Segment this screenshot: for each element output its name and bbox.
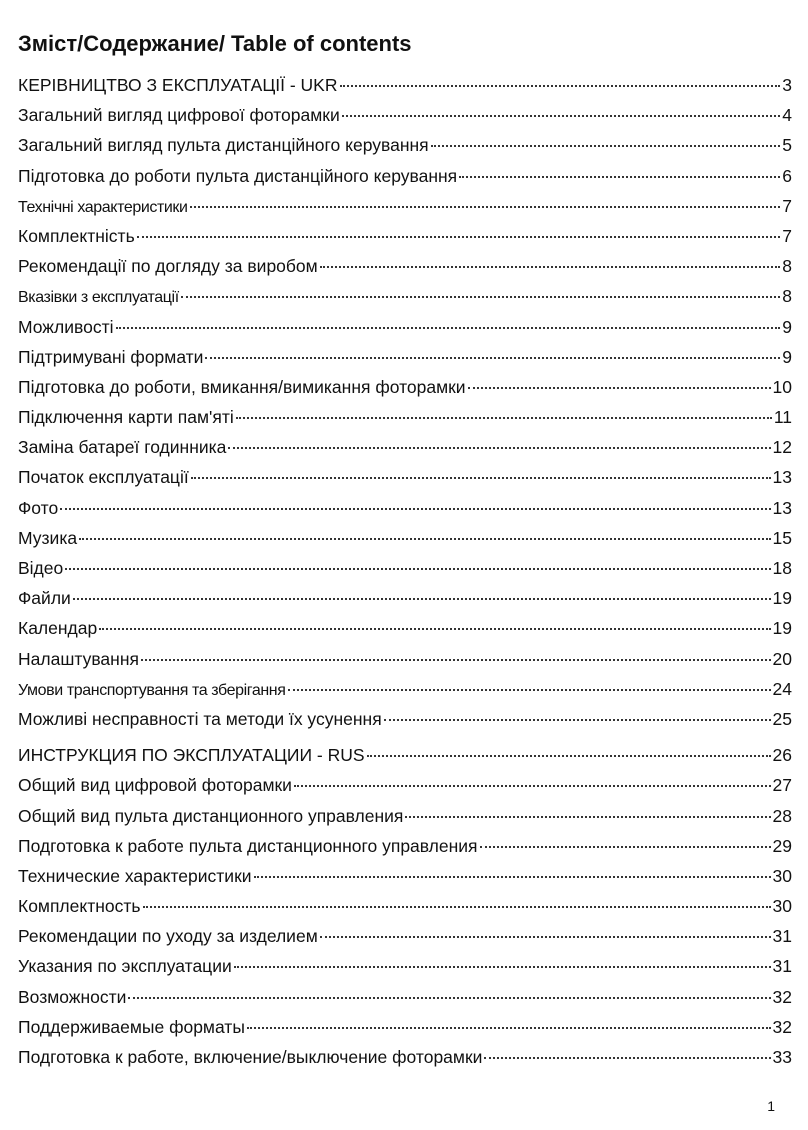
toc-entry-page-number: 9 <box>782 346 792 367</box>
toc-entry[interactable] <box>18 281 792 311</box>
toc-entry-label: ИНСТРУКЦИЯ ПО ЭКСПЛУАТАЦИИ - RUS <box>18 745 365 766</box>
toc-entry-page-number: 27 <box>772 775 792 796</box>
toc-entry-label: Фото <box>18 497 59 518</box>
dot-leader <box>205 357 780 359</box>
dot-leader <box>468 387 771 389</box>
toc-entry-label: Заміна батареї годинника <box>18 437 227 458</box>
toc-entry-page-number: 26 <box>772 745 792 766</box>
dot-leader <box>190 206 781 208</box>
toc-entry-label: Поддерживаемые форматы <box>18 1016 245 1037</box>
toc-entry-page-number: 30 <box>772 896 792 917</box>
toc-entry[interactable] <box>18 312 792 342</box>
toc-entry-label: Файли <box>18 588 71 609</box>
toc-entry[interactable] <box>18 251 792 281</box>
dot-leader <box>294 785 771 787</box>
toc-entry[interactable] <box>18 161 792 191</box>
toc-entry[interactable] <box>18 402 792 432</box>
toc-entry[interactable] <box>18 191 792 221</box>
toc-entry[interactable] <box>18 921 792 951</box>
toc-entry[interactable] <box>18 432 792 462</box>
toc-entry-label: Підготовка до роботи, вмикання/вимикання фоторамки <box>18 376 466 397</box>
toc-entry-page-number: 30 <box>772 865 792 886</box>
toc-entry[interactable] <box>18 831 792 861</box>
toc-entry-page-number: 25 <box>772 708 792 729</box>
toc-entry-label: Музика <box>18 527 78 548</box>
dot-leader <box>405 816 770 818</box>
toc-entry-page-number: 8 <box>782 256 792 277</box>
toc-entry-label: Подготовка к работе пульта дистанционного управления <box>18 835 478 856</box>
toc-entry-page-number: 4 <box>782 105 792 126</box>
toc-entry[interactable] <box>18 951 792 981</box>
dot-leader <box>79 538 770 540</box>
toc-entry-label: Подготовка к работе, включение/выключение фоторамки <box>18 1047 483 1067</box>
dot-leader <box>320 936 771 938</box>
toc-entry[interactable] <box>18 70 792 100</box>
toc-entry[interactable] <box>18 372 792 402</box>
toc-entry[interactable] <box>18 462 792 492</box>
toc-entry-page-number: 7 <box>782 195 792 216</box>
dot-leader <box>320 266 781 268</box>
dot-leader <box>247 1027 771 1029</box>
dot-leader <box>116 327 781 329</box>
toc-entry-page-number: 31 <box>772 956 792 977</box>
toc-entry[interactable] <box>18 221 792 251</box>
toc-entry-label: Технічні характеристики <box>18 198 188 216</box>
dot-leader <box>137 236 781 238</box>
dot-leader <box>384 719 771 721</box>
toc-entry-label: Вказівки з експлуатації <box>18 289 179 307</box>
toc-entry[interactable] <box>18 613 792 643</box>
toc-entry-page-number: 8 <box>782 286 792 307</box>
dot-leader <box>228 447 770 449</box>
toc-entry-label: Загальний вигляд пульта дистанційного керування <box>18 135 429 156</box>
toc-entry-page-number: 29 <box>772 835 792 856</box>
toc-entry-page-number: 19 <box>772 588 792 609</box>
dot-leader <box>459 176 780 178</box>
dot-leader <box>484 1057 770 1059</box>
toc-entry-page-number: 20 <box>772 648 792 669</box>
toc-entry-page-number: 15 <box>772 527 792 548</box>
toc-entry-label: Підтримувані формати <box>18 346 204 367</box>
toc-entry-page-number: 33 <box>772 1047 792 1067</box>
toc-entry-label: Возможности <box>18 986 127 1007</box>
toc-entry-label: Підключення карти пам'яті <box>18 407 234 428</box>
toc-entry-label: Підготовка до роботи пульта дистанційного керування <box>18 165 458 186</box>
toc-entry[interactable] <box>18 130 792 160</box>
toc-entry-label: Можливості <box>18 316 114 337</box>
dot-leader <box>340 85 781 87</box>
toc-entry-label: Можливі несправності та методи їх усунення <box>18 708 382 729</box>
dot-leader <box>234 966 771 968</box>
dot-leader <box>191 477 771 479</box>
dot-leader <box>431 145 781 147</box>
dot-leader <box>367 755 771 757</box>
toc-entry[interactable] <box>18 801 792 831</box>
dot-leader <box>236 417 772 419</box>
dot-leader <box>99 628 770 630</box>
toc-entry[interactable] <box>18 553 792 583</box>
toc-entry-page-number: 18 <box>772 558 792 578</box>
toc-entry-page-number: 10 <box>772 376 792 397</box>
toc-entry[interactable] <box>18 342 792 372</box>
toc-entry-page-number: 32 <box>772 986 792 1007</box>
page-number: 1 <box>767 1098 775 1114</box>
toc-entry[interactable] <box>18 770 792 800</box>
toc-entry-label: Налаштування <box>18 648 139 669</box>
toc-entry[interactable] <box>18 523 792 553</box>
dot-leader <box>65 568 770 570</box>
toc-entry[interactable] <box>18 982 792 1012</box>
toc-entry-label: Рекомендації по догляду за виробом <box>18 256 318 277</box>
toc-entry-label: Умови транспортування та зберігання <box>18 681 286 699</box>
toc-entry-page-number: 24 <box>772 678 792 699</box>
toc-entry-page-number: 19 <box>772 618 792 639</box>
dot-leader <box>181 296 781 298</box>
toc-entry[interactable] <box>18 674 792 704</box>
toc-section-rus <box>18 740 792 1072</box>
toc-entry[interactable] <box>18 100 792 130</box>
toc-entry-label: Рекомендации по уходу за изделием <box>18 926 318 947</box>
toc-entry-label: Технические характеристики <box>18 865 252 886</box>
toc-entry-page-number: 13 <box>772 467 792 488</box>
toc-entry-label: Указания по эксплуатации <box>18 956 232 977</box>
dot-leader <box>254 876 771 878</box>
dot-leader <box>141 659 771 661</box>
toc-entry[interactable] <box>18 1042 792 1072</box>
toc-entry-label: Общий вид пульта дистанционного управления <box>18 805 404 826</box>
dot-leader <box>73 598 771 600</box>
toc-entry-page-number: 32 <box>772 1016 792 1037</box>
toc-entry-page-number: 28 <box>772 805 792 826</box>
toc-entry-label: Відео <box>18 558 64 578</box>
page-title: Зміст/Содержание/ Table of contents <box>18 31 412 56</box>
toc-entry[interactable] <box>18 861 792 891</box>
toc-entry[interactable] <box>18 644 792 674</box>
toc-entry-page-number: 3 <box>782 75 792 95</box>
toc-entry-label: Комплектность <box>18 896 141 917</box>
toc-entry[interactable] <box>18 583 792 613</box>
toc-entry[interactable] <box>18 493 792 523</box>
toc-entry[interactable] <box>18 1012 792 1042</box>
toc-entry-page-number: 5 <box>782 135 792 156</box>
toc-entry-page-number: 6 <box>782 165 792 186</box>
dot-leader <box>480 846 771 848</box>
toc-entry-label: Календар <box>18 618 98 639</box>
document-page <box>18 28 792 1072</box>
toc-entry-label: Комплектність <box>18 225 135 246</box>
dot-leader <box>342 115 781 117</box>
toc-entry-label: КЕРІВНИЦТВО З ЕКСПЛУАТАЦІЇ - UKR <box>18 75 338 95</box>
toc-entry-page-number: 13 <box>772 497 792 518</box>
toc-entry-page-number: 11 <box>773 407 792 428</box>
toc-entry-label: Общий вид цифровой фоторамки <box>18 775 292 796</box>
toc-entry-page-number: 31 <box>772 926 792 947</box>
dot-leader <box>128 997 770 999</box>
toc-entry-page-number: 12 <box>772 437 792 458</box>
toc-entry-page-number: 9 <box>782 316 792 337</box>
toc-entry[interactable] <box>18 704 792 734</box>
toc-section-ukr <box>18 70 792 734</box>
toc-entry-page-number: 7 <box>782 225 792 246</box>
dot-leader <box>143 906 771 908</box>
toc-entry[interactable] <box>18 740 792 770</box>
dot-leader <box>60 508 770 510</box>
dot-leader <box>288 689 771 691</box>
toc-entry-label: Початок експлуатації <box>18 467 189 488</box>
toc-entry-label: Загальний вигляд цифрової фоторамки <box>18 105 340 126</box>
toc-entry[interactable] <box>18 891 792 921</box>
